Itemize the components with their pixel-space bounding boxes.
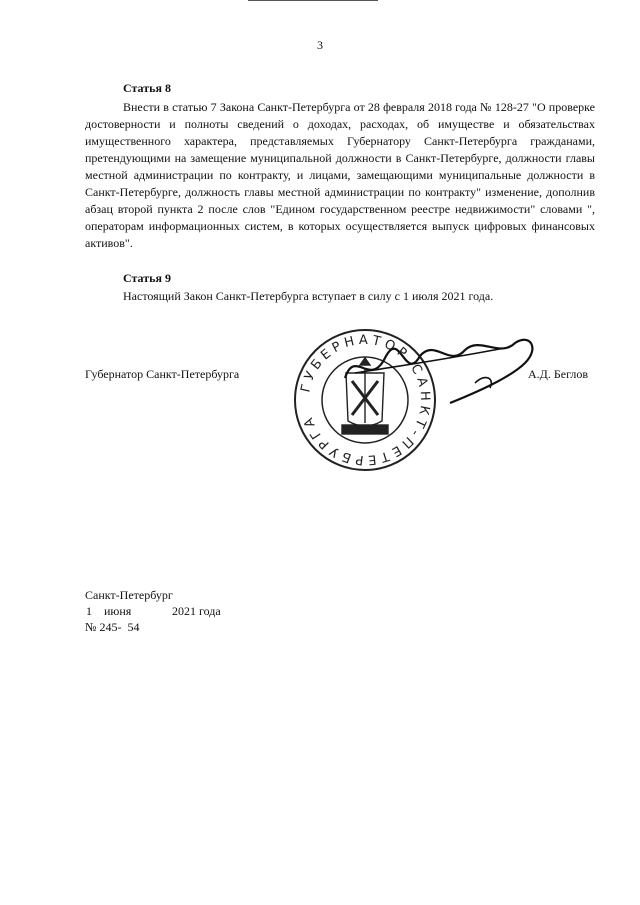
footer-city: Санкт-Петербург [85, 588, 173, 602]
signatory-position: Губернатор Санкт-Петербурга [85, 367, 240, 381]
signature-mark-icon [325, 328, 555, 408]
article-9-text: Настоящий Закон Санкт-Петербурга вступает в силу с 1 июля 2021 года. [123, 289, 494, 303]
article-8-text: Внести в статью 7 Закона Санкт-Петербурга от 28 февраля 2018 года № 128-27 "О проверке достоверности и полноты сведений о доходах, расходах, об имуществе и обязательствах имущественного характера, представляемых Губернатору Санкт-Петербурга гражданами, претендующими на замещение муниципальной должности в Санкт-Петербурге, должности главы местной администрации по контракту, и лицами, замещающими муниципальные должности в Санкт-Петербурге, должность главы местной администрации по контракту" изменение, дополнив абзац второй пункта 2 после слов "Едином государственном реестре недвижимости" словами ", операторам информационных систем, в которых осуществляется выпуск цифровых финансовых активов". [85, 100, 595, 250]
footer-day: 1 [86, 604, 92, 618]
article-9-heading: Статья 9 [123, 271, 171, 285]
footer-number: № 245- 54 [85, 620, 140, 634]
svg-text:ГУБЕРНАТОР САНКТ-ПЕТЕРБУРГА: ГУБЕРНАТОР САНКТ-ПЕТЕРБУРГА [298, 332, 433, 468]
signatory-name: А.Д. Беглов [528, 367, 589, 381]
page-number: 3 [317, 38, 323, 52]
footer-year: 2021 года [172, 604, 221, 618]
footer-month: июня [104, 604, 132, 618]
top-rule [248, 0, 378, 1]
article-8-heading: Статья 8 [123, 81, 171, 95]
